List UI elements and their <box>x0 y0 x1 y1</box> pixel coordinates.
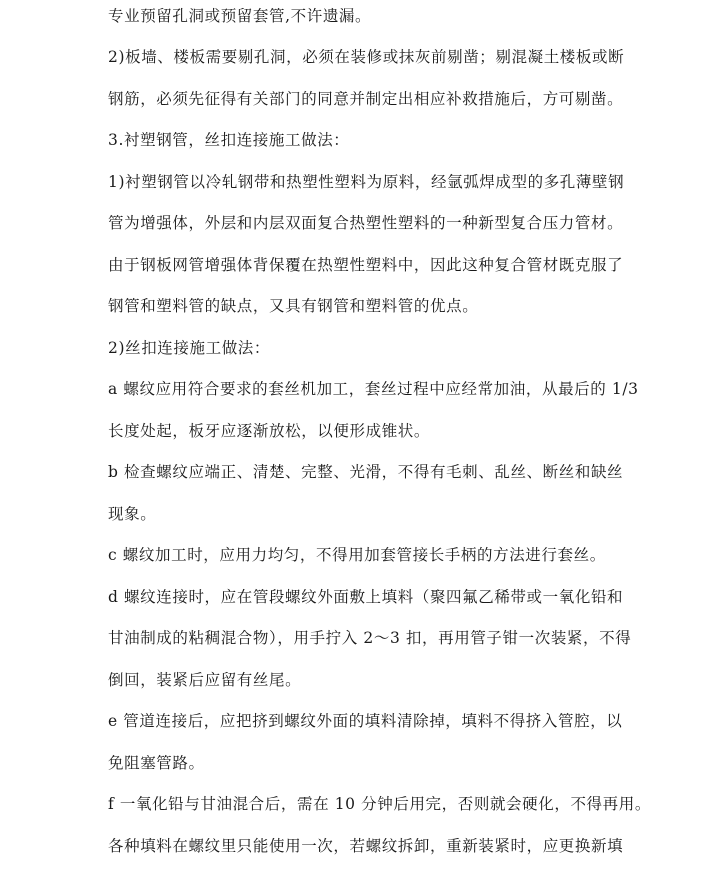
text-line: d 螺纹连接时，应在管段螺纹外面敷上填料（聚四氟乙稀带或一氧化铅和 <box>108 588 624 606</box>
text-line: f 一氧化铅与甘油混合后，需在 10 分钟后用完，否则就会硬化，不得再用。 <box>108 795 651 813</box>
text-line: 钢筋，必须先征得有关部门的同意并制定出相应补救措施后，方可剔凿。 <box>108 90 624 108</box>
text-line: e 管道连接后，应把挤到螺纹外面的填料清除掉，填料不得挤入管腔，以 <box>108 712 623 730</box>
text-line: 钢管和塑料管的缺点，又具有钢管和塑料管的优点。 <box>108 297 479 315</box>
text-line: c 螺纹加工时，应用力均匀，不得用加套管接长手柄的方法进行套丝。 <box>108 546 606 564</box>
text-line: a 螺纹应用符合要求的套丝机加工，套丝过程中应经常加油，从最后的 1/3 <box>108 380 639 398</box>
text-line: 各种填料在螺纹里只能使用一次，若螺纹拆卸，重新装紧时，应更换新填 <box>108 837 624 855</box>
text-line: b 检查螺纹应端正、清楚、完整、光滑，不得有毛刺、乱丝、断丝和缺丝 <box>108 463 624 481</box>
text-line: 1)衬塑钢管以冷轧钢带和热塑性塑料为原料，经氩弧焊成型的多孔薄壁钢 <box>108 173 625 191</box>
text-line: 由于钢板网管增强体背保覆在热塑性塑料中，因此这种复合管材既克服了 <box>108 256 624 274</box>
text-line: 2)板墙、楼板需要剔孔洞，必须在装修或抹灰前剔凿；剔混凝土楼板或断 <box>108 48 625 66</box>
text-line: 免阻塞管路。 <box>108 754 205 772</box>
text-line: 现象。 <box>108 505 157 523</box>
text-line: 长度处起，板牙应逐渐放松，以便形成锥状。 <box>108 422 431 440</box>
text-line: 2)丝扣连接施工做法： <box>108 339 271 357</box>
text-line: 甘油制成的粘稠混合物），用手拧入 2～3 扣，再用管子钳一次装紧，不得 <box>108 629 632 647</box>
text-line: 倒回，装紧后应留有丝尾。 <box>108 671 302 689</box>
text-line: 专业预留孔洞或预留套管,不许遗漏。 <box>108 7 372 25</box>
text-line: 管为增强体，外层和内层双面复合热塑性塑料的一种新型复合压力管材。 <box>108 214 624 232</box>
text-line: 3.衬塑钢管，丝扣连接施工做法： <box>108 131 350 149</box>
